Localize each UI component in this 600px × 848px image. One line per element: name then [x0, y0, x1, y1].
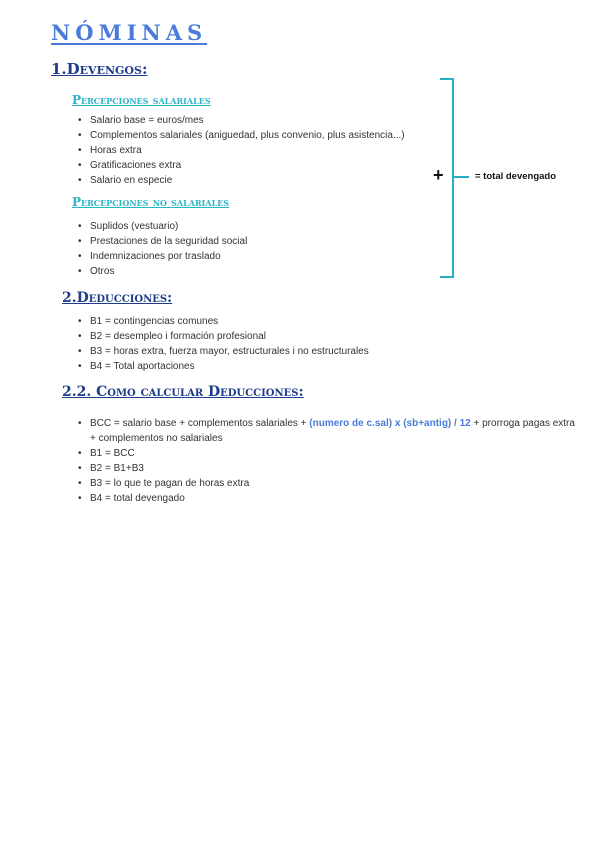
percepciones-no-salariales-heading: Percepciones no salariales [72, 195, 230, 209]
list-item: • Horas extra [76, 143, 405, 158]
bcc-formula-highlight: (numero de c.sal) x (sb+antig) / 12 [309, 418, 471, 429]
deducciones-list [76, 314, 369, 374]
bracket-pointer [454, 176, 469, 178]
list-item: • Prestaciones de la seguridad social [76, 234, 247, 249]
bcc-prefix: BCC = salario base + complementos salariales + [90, 418, 310, 429]
list-item: • Salario base = euros/mes [76, 113, 405, 128]
bcc-suffix: + prorroga pagas extra + complementos no salariales [90, 418, 575, 444]
percepciones-no-salariales-list [76, 219, 247, 279]
total-devengado-label: = total devengado [475, 171, 557, 182]
list-item: • Suplidos (vestuario) [76, 219, 247, 234]
list-item: • Complementos salariales (aniguedad, plus convenio, plus asistencia...) [76, 128, 405, 143]
list-item: • Gratificaciones extra [76, 158, 405, 173]
devengos-heading: 1.Devengos: [51, 60, 148, 78]
percepciones-salariales-heading: Percepciones salariales [72, 93, 211, 107]
list-item: • Otros [76, 264, 247, 279]
calcular-deducciones-heading: 2.2. Como calcular Deducciones: [62, 384, 304, 400]
list-item-bcc [76, 416, 576, 446]
list-item: • B1 = BCC [76, 446, 576, 461]
calcular-list [76, 416, 576, 506]
page-title: NÓMINAS [51, 20, 208, 45]
list-item: • B4 = Total aportaciones [76, 359, 369, 374]
list-item: • B3 = horas extra, fuerza mayor, estructurales i no estructurales [76, 344, 369, 359]
deducciones-heading: 2.Deducciones: [62, 290, 173, 306]
list-item: • B3 = lo que te pagan de horas extra [76, 476, 576, 491]
list-item: • B2 = desempleo i formación profesional [76, 329, 369, 344]
plus-icon: + [433, 165, 444, 185]
percepciones-salariales-list [76, 113, 405, 188]
list-item: • B4 = total devengado [76, 491, 576, 506]
list-item: • Indemnizaciones por traslado [76, 249, 247, 264]
list-item: • B1 = contingencias comunes [76, 314, 369, 329]
list-item: • B2 = B1+B3 [76, 461, 576, 476]
list-item: • Salario en especie [76, 173, 405, 188]
